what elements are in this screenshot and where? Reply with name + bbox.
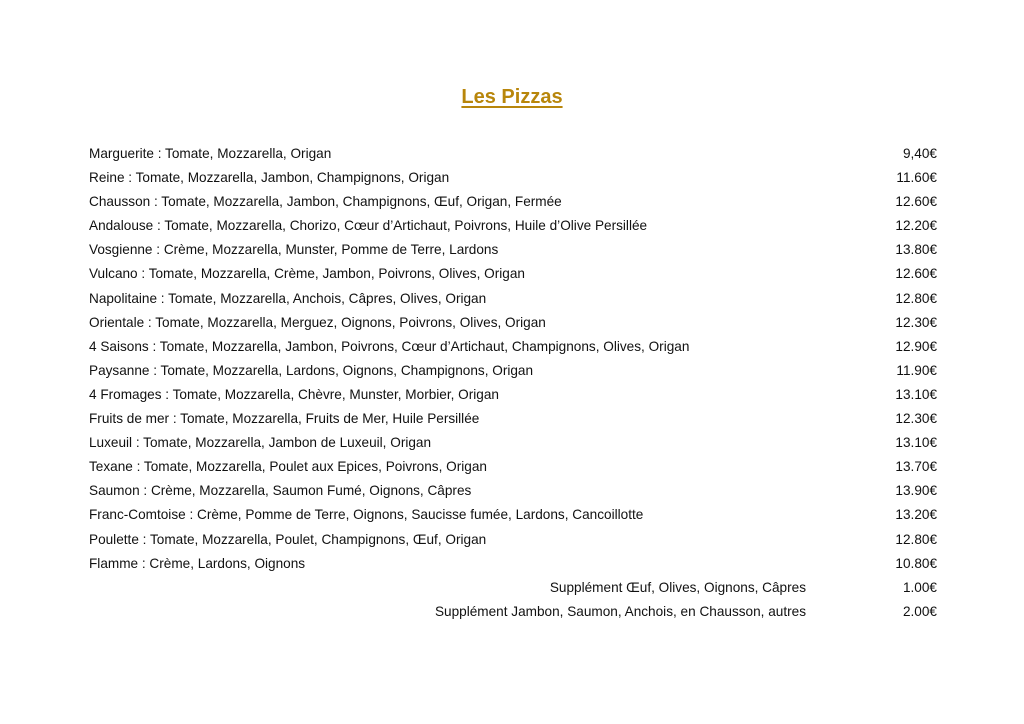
menu-item — [89, 530, 937, 554]
supplement-description: Supplément Œuf, Olives, Oignons, Câpres — [549, 579, 806, 595]
pizza-price: 10.80€ — [895, 555, 937, 571]
pizza-price: 12.80€ — [895, 290, 937, 306]
pizza-price: 13.10€ — [895, 435, 937, 451]
menu-item — [89, 385, 937, 409]
pizza-description: Paysanne : Tomate, Mozzarella, Lardons, Oignons, Champignons, Origan — [89, 362, 534, 378]
menu-item — [89, 505, 937, 529]
pizza-description: Flamme : Crème, Lardons, Oignons — [89, 555, 306, 571]
pizza-description: Franc-Comtoise : Crème, Pomme de Terre, Oignons, Saucisse fumée, Lardons, Cancoillotte — [89, 507, 644, 523]
pizza-menu-list — [89, 144, 937, 626]
menu-item — [89, 192, 937, 216]
pizza-description: Andalouse : Tomate, Mozzarella, Chorizo, Cœur d’Artichaut, Poivrons, Huile d’Olive Persillée — [89, 218, 648, 234]
pizza-price: 12.30€ — [895, 314, 937, 330]
pizza-price: 13.80€ — [895, 242, 937, 258]
menu-item — [89, 289, 937, 313]
pizza-description: Fruits de mer : Tomate, Mozzarella, Fruits de Mer, Huile Persillée — [89, 411, 480, 427]
menu-item — [89, 240, 937, 264]
pizza-price: 13.20€ — [895, 507, 937, 523]
pizza-price: 13.90€ — [895, 483, 937, 499]
pizza-description: Luxeuil : Tomate, Mozzarella, Jambon de Luxeuil, Origan — [89, 435, 432, 451]
pizza-description: 4 Fromages : Tomate, Mozzarella, Chèvre, Munster, Morbier, Origan — [89, 386, 499, 402]
pizza-price: 11.60€ — [896, 170, 937, 186]
pizza-price: 11.90€ — [896, 362, 937, 378]
supplement-item — [89, 602, 937, 626]
pizza-description: Napolitaine : Tomate, Mozzarella, Anchois, Câpres, Olives, Origan — [89, 290, 487, 306]
menu-item — [89, 216, 937, 240]
pizza-price: 13.70€ — [895, 459, 937, 475]
menu-item — [89, 313, 937, 337]
menu-item — [89, 481, 937, 505]
menu-item — [89, 554, 937, 578]
pizza-description: 4 Saisons : Tomate, Mozzarella, Jambon, Poivrons, Cœur d’Artichaut, Champignons, Olives, Origan — [89, 338, 690, 354]
pizza-description: Reine : Tomate, Mozzarella, Jambon, Champignons, Origan — [89, 170, 450, 186]
pizza-description: Saumon : Crème, Mozzarella, Saumon Fumé, Oignons, Câpres — [89, 483, 472, 499]
supplement-item — [89, 578, 937, 602]
pizza-description: Vulcano : Tomate, Mozzarella, Crème, Jambon, Poivrons, Olives, Origan — [89, 266, 525, 282]
pizza-price: 12.60€ — [895, 194, 937, 210]
pizza-price: 12.90€ — [895, 338, 937, 354]
menu-item — [89, 433, 937, 457]
menu-item — [89, 457, 937, 481]
menu-item — [89, 409, 937, 433]
supplement-price: 2.00€ — [902, 603, 937, 619]
pizza-description: Marguerite : Tomate, Mozzarella, Origan — [89, 146, 332, 161]
pizza-price: 12.30€ — [895, 411, 937, 427]
pizza-description: Texane : Tomate, Mozzarella, Poulet aux Epices, Poivrons, Origan — [89, 459, 487, 475]
pizza-description: Chausson : Tomate, Mozzarella, Jambon, Champignons, Œuf, Origan, Fermée — [89, 194, 562, 210]
menu-item — [89, 361, 937, 385]
page-title: Les Pizzas — [461, 86, 563, 108]
supplement-description: Supplément Jambon, Saumon, Anchois, en Chausson, autres — [434, 603, 806, 619]
pizza-price: 9,40€ — [902, 146, 937, 161]
menu-item — [89, 337, 937, 361]
pizza-price: 12.60€ — [895, 266, 937, 282]
pizza-price: 12.20€ — [895, 218, 937, 234]
menu-item — [89, 264, 937, 288]
pizza-description: Vosgienne : Crème, Mozzarella, Munster, Pomme de Terre, Lardons — [89, 242, 499, 258]
pizza-price: 12.80€ — [895, 531, 937, 547]
pizza-description: Poulette : Tomate, Mozzarella, Poulet, Champignons, Œuf, Origan — [89, 531, 487, 547]
supplement-price: 1.00€ — [902, 579, 937, 595]
menu-item — [89, 144, 937, 168]
menu-item — [89, 168, 937, 192]
pizza-description: Orientale : Tomate, Mozzarella, Merguez, Oignons, Poivrons, Olives, Origan — [89, 314, 546, 330]
pizza-price: 13.10€ — [895, 386, 937, 402]
